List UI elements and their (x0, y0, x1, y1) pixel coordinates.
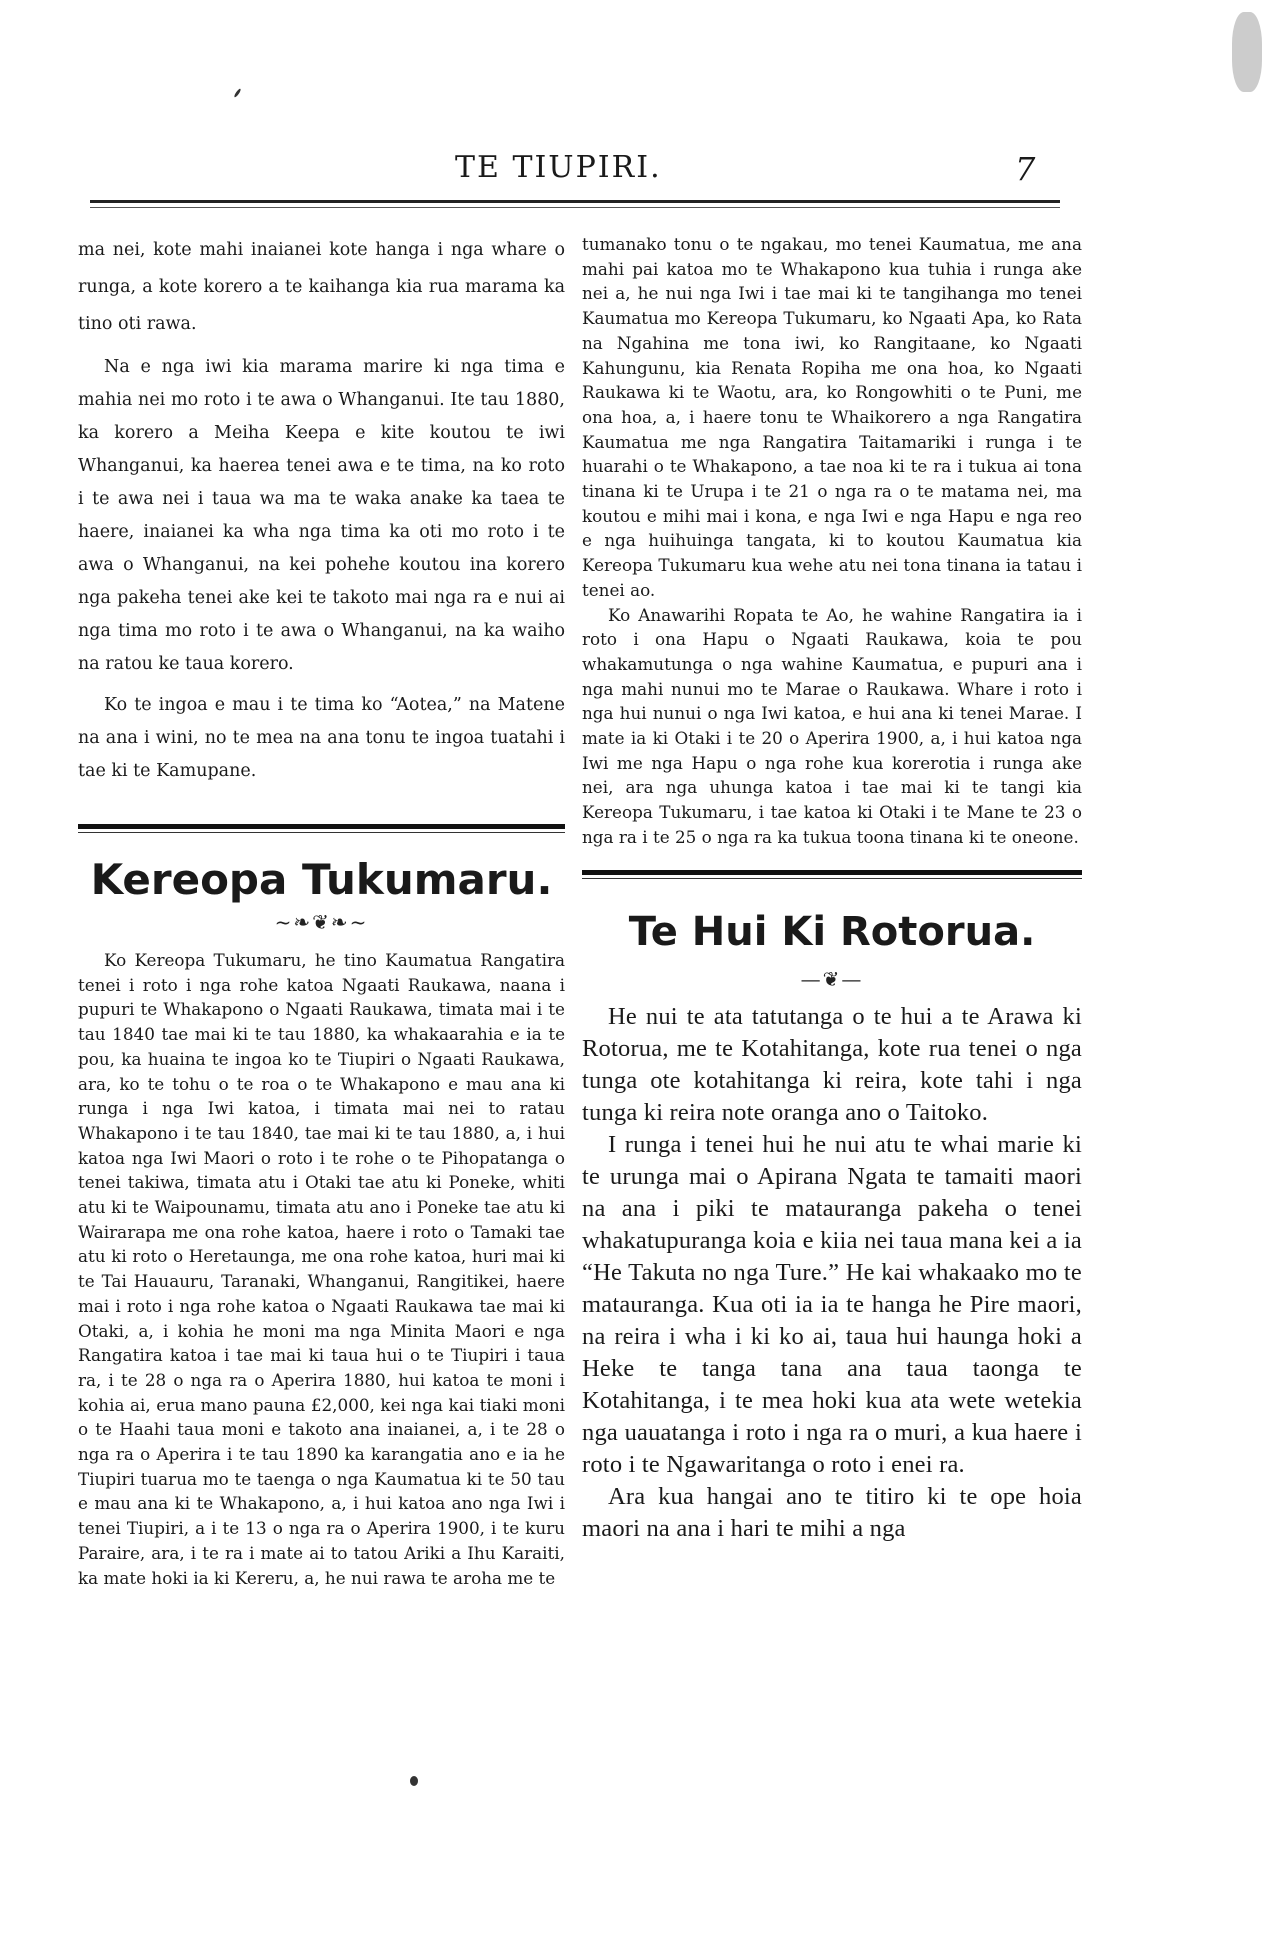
continued-paragraph-1: tumanako tonu o te ngakau, mo tenei Kaumatua, me ana mahi pai katoa mo te Whakapono kua tuhia i runga ake nei a, he nui nga Iwi i tae mai ki te tangihanga mo tenei Kaumatua mo Kereopa Tukumaru, ko Ngaati Apa, ko Rata na Ngahina me tona iwi, ko Rangitaane, ko Ngaati Kahungunu, kia Renata Ropiha me ona hoa, ko Ngaati Raukawa ki te Waotu, ara, ko Rongowhiti o te Puni, me ona hoa, a, i haere tonu te Whaikorero a nga Rangatira Kaumatua me nga Rangatira Taitamariki i runga i te huarahi o te Whakapono, a tae noa ki te ra i tukua ai tona tinana ki te Urupa i te 21 o nga ra o te matama nei, ma koutou e mihi mai i kona, e nga Iwi e nga Hapu e nga reo e nga huihuinga tangata, ki to koutou Kaumatua kia Kereopa Tukumaru kua wehe atu nei tona tinana ia tatau i tenei ao. (582, 234, 1082, 600)
scan-edge-mark (1232, 12, 1262, 92)
header-rule-thin (90, 207, 1060, 208)
intro-paragraph-1: ma nei, kote mahi inaianei kote hanga i nga whare o runga, a kote korero a te kaihanga kia rua marama ka tino oti rawa. (78, 240, 565, 334)
newspaper-title: TE TIUPIRI. (455, 150, 662, 185)
right-column (582, 232, 1082, 1545)
header-rule (90, 200, 1060, 203)
section-divider-thin-right (582, 878, 1082, 879)
ornament-divider-icon: ~❧❦❧~ (274, 910, 369, 934)
ornament-divider-right-icon: —❦— (800, 966, 864, 991)
page-header (0, 150, 1280, 190)
article-title-kereopa: Kereopa Tukumaru. (90, 855, 553, 904)
rotorua-paragraph-1: He nui te ata tatutanga o te hui a te Arawa ki Rotorua, me te Kotahitanga, kote rua tenei o nga tunga ote kotahitanga ki reira, kote tahi i nga tunga ki reira note oranga ano o Taitoko. (582, 1002, 1082, 1126)
continued-paragraph-2: Ko Anawarihi Ropata te Ao, he wahine Rangatira ia i roto i ona Hapu o Ngaati Raukawa, koia te pou whakamutunga o nga wahine Kaumatua, e pupuri ana i nga mahi nunui mo te Marae o Raukawa. Whare i roto i nga hui nunui o nga Iwi katoa, e hui ana ki tenei Marae. I mate ia ki Otaki i te 20 o Aperira 1900, a, i hui katoa nga Iwi me nga Hapu o nga rohe kua korerotia i runga ake nei, ara nga uhunga katoa i tae mai ki te tangi kia Kereopa Tukumaru, i tae katoa ki Otaki i te Mane te 23 o nga ra i te 25 o nga ra ka tukua toona tinana ki te oneone. (582, 604, 1082, 847)
intro-paragraph-2: Na e nga iwi kia marama marire ki nga tima e mahia nei mo roto i te awa o Whanganui. Ite tau 1880, ka korero a Meiha Keepa e kite koutou te iwi Whanganui, ka haerea tenei awa e te tima, na ko roto i te awa nei i taua wa ma te waka anake ka taea te haere, inaianei ka wha nga tima ka oti mo roto i te awa o Whanganui, na kei pohehe koutou ina korero nga pakeha tenei ake kei te takoto mai nga ra e nui ai nga tima mo roto i te awa o Whanganui, na ka waiho na ratou ke taua korero. (78, 357, 565, 674)
ink-speck (233, 88, 241, 98)
intro-paragraph-3: Ko te ingoa e mau i te tima ko “Aotea,” na Matene na ana i wini, no te mea na ana tonu te ingoa tuatahi i tae ki te Kamupane. (78, 695, 565, 781)
section-divider-thin (78, 832, 565, 833)
rotorua-paragraph-3: Ara kua hangai ano te titiro ki te ope hoia maori na ana i hari te mihi a nga (582, 1482, 1082, 1542)
section-divider-thick (78, 824, 565, 829)
ink-speck (410, 1776, 418, 1786)
article-body-kereopa: Ko Kereopa Tukumaru, he tino Kaumatua Rangatira tenei i roto i nga rohe katoa Ngaati Raukawa, naana i pupuri te Whakapono o Ngaati Raukawa, timata mai i te tau 1840 tae mai ki te tau 1880, ka whakaarahia e ia te pou, ka huaina te ingoa ko te Tiupiri o Ngaati Raukawa, ara, ko te tohu o te roa o te Whakapono e mau ana ki runga i nga Iwi katoa, i timata mai nei to ratau Whakapono i te tau 1840, tae mai ki te tau 1880, a, i hui katoa nga Iwi Maori o roto i te rohe o te Pihopatanga o tenei takiwa, timata atu i Otaki tae atu ki Poneke, whiti atu ki te Waipounamu, timata atu ano i Poneke tae atu ki Wairarapa me ona rohe katoa, haere i roto o Tamaki tae atu ki roto o Heretaunga, me ona rohe katoa, huri mai ki te Tai Hauauru, Taranaki, Whanganui, Rangitikei, haere mai i roto i nga rohe katoa o Ngaati Raukawa tae mai ki Otaki, a, i kohia he moni ma nga Minita Maori e nga Rangatira katoa i tae mai ki taua hui o te Tiupiri i taua ra, i te 28 o nga ra o Aperira 1880, hui katoa te moni i kohia ai, erua mano pauna £2,000, kei nga kai tiaki moni o te Haahi taua moni e takoto ana inaianei, a, i te 28 o nga ra o Aperira i te tau 1890 ka karangatia ano e ia he Tiupiri tuarua mo te taenga o nga Kaumatua ki te 50 tau e mau ana ki te Whakapono, a, i hui katoa ano nga Iwi i tenei Tiupiri, a i te 13 o nga ra o Aperira 1900, i te kuru Paraire, ara, i te ra i mate ai to tatou Ariki a Ihu Karaiti, ka mate hoki ia ki Kereru, a, he nui rawa te aroha me te (78, 950, 565, 1588)
rotorua-paragraph-2: I runga i tenei hui he nui atu te whai marie ki te urunga mai o Apirana Ngata te tamaiti maori na ana i piki te matauranga pakeha o tenei whakatupuranga koia e kiia nei taua mana kei a ia “He Takuta no nga Ture.” He kai whakaako mo te matauranga. Kua oti ia ia te hanga he Pire maori, na reira i wha i ki ko ai, taua hui haunga hoki a Heke te tanga tana ana taua taonga te Kotahitanga, i te mea hoki kua ata wete wetekia nga uauatanga i roto i nga ra o muri, a kua haere i roto i te Ngawaritanga o roto i enei ra. (582, 1130, 1082, 1478)
page-number: 7 (1015, 150, 1036, 188)
article-title-rotorua: Te Hui Ki Rotorua. (628, 908, 1036, 955)
left-column (78, 232, 565, 1590)
section-divider-thick-right (582, 870, 1082, 875)
